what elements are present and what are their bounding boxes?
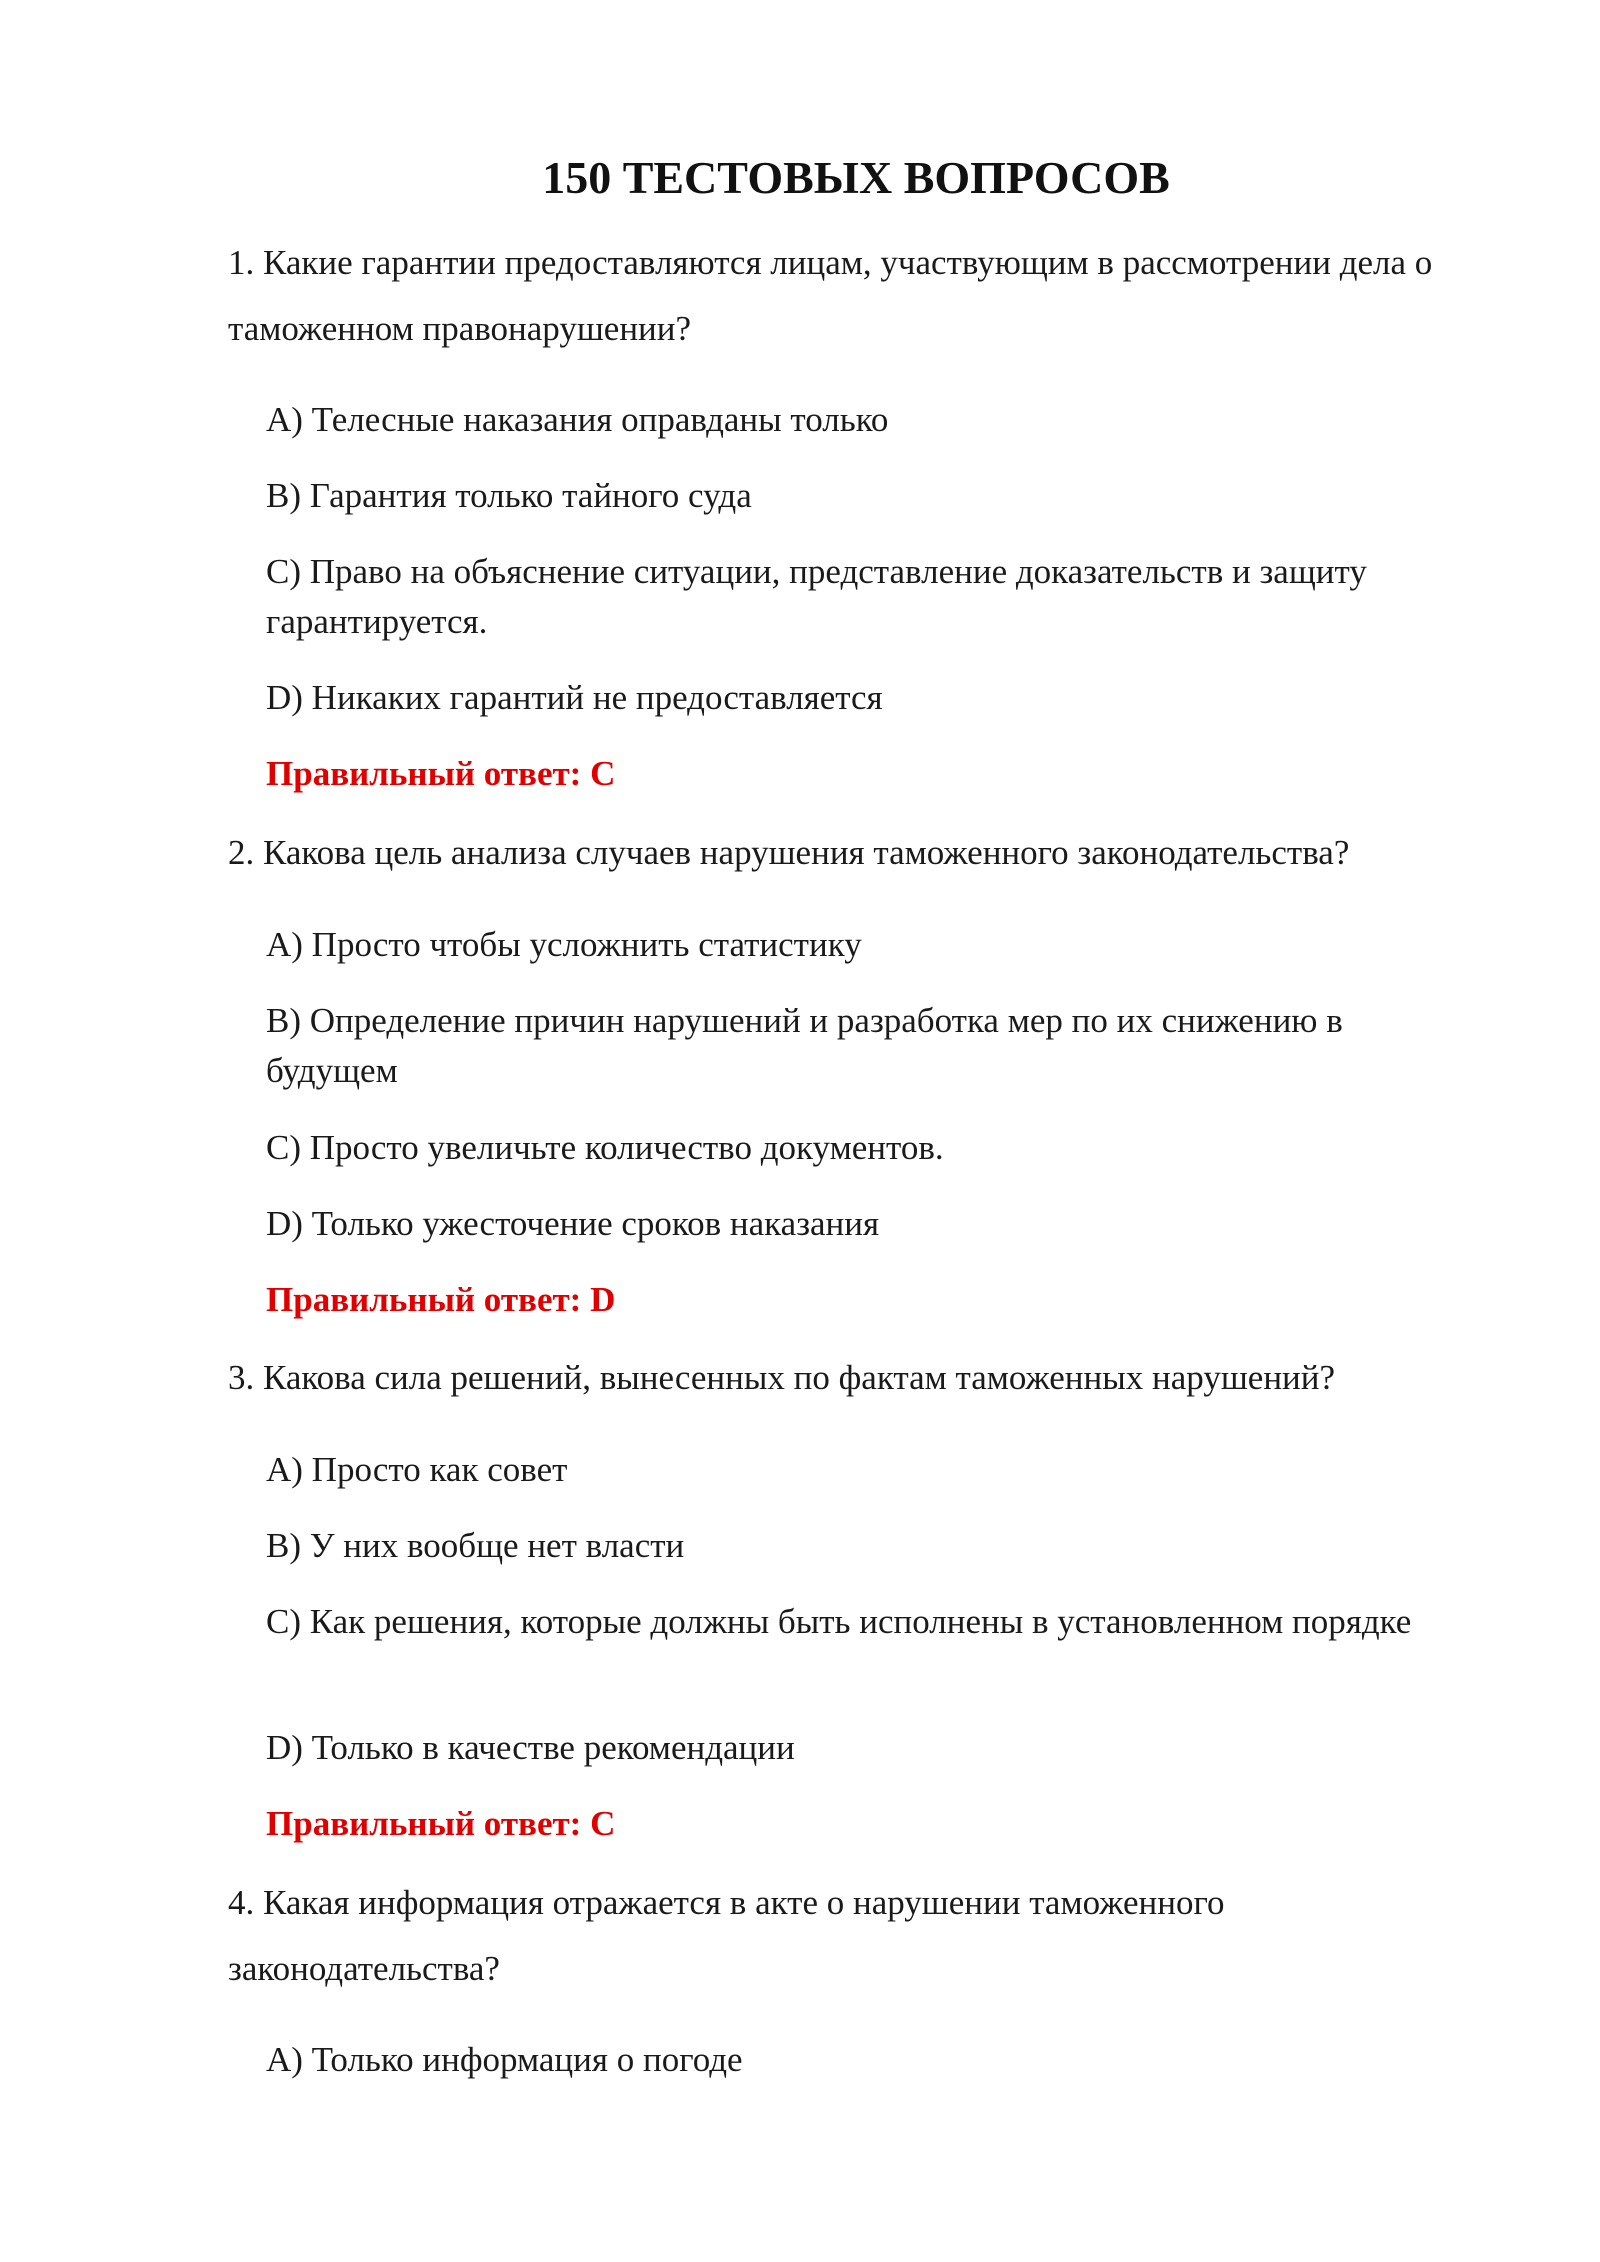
question-2-text: 2. Какова цель анализа случаев нарушения таможенного законодательства?	[228, 833, 1350, 872]
question-3-option-c: C) Как решения, которые должны быть исполнены в установленном порядке	[266, 1602, 1412, 1641]
question-2-option-b: B) Определение причин нарушений и разработка мер по их снижению в будущем	[266, 1001, 1343, 1090]
question-4-text: 4. Какая информация отражается в акте о нарушении таможенного законодательства?	[228, 1883, 1225, 1988]
question-1-option-a: A) Телесные наказания оправданы только	[266, 400, 889, 439]
question-2-option-d: D) Только ужесточение сроков наказания	[266, 1204, 880, 1243]
document-title: 150 ТЕСТОВЫХ ВОПРОСОВ	[542, 152, 1170, 203]
question-3-option-d: D) Только в качестве рекомендации	[266, 1728, 795, 1767]
question-2-option-a: A) Просто чтобы усложнить статистику	[266, 925, 862, 964]
question-1-option-d: D) Никаких гарантий не предоставляется	[266, 678, 883, 717]
question-2-answer: Правильный ответ: D	[266, 1280, 616, 1319]
question-3-option-a: A) Просто как совет	[266, 1450, 568, 1489]
question-3-option-b: B) У них вообще нет власти	[266, 1526, 685, 1565]
question-1-option-b: B) Гарантия только тайного суда	[266, 476, 752, 515]
question-3-text: 3. Какова сила решений, вынесенных по фактам таможенных нарушений?	[228, 1358, 1336, 1397]
question-1-text: 1. Какие гарантии предоставляются лицам, участвующим в рассмотрении дела о таможенном правонарушении?	[228, 243, 1433, 348]
question-3-answer: Правильный ответ: C	[266, 1804, 616, 1843]
question-4-option-a: A) Только информация о погоде	[266, 2040, 743, 2079]
question-1-option-c: C) Право на объяснение ситуации, представление доказательств и защиту гарантируется.	[266, 552, 1367, 641]
question-2-option-c: C) Просто увеличьте количество документов.	[266, 1128, 944, 1167]
question-1-answer: Правильный ответ: C	[266, 754, 616, 793]
